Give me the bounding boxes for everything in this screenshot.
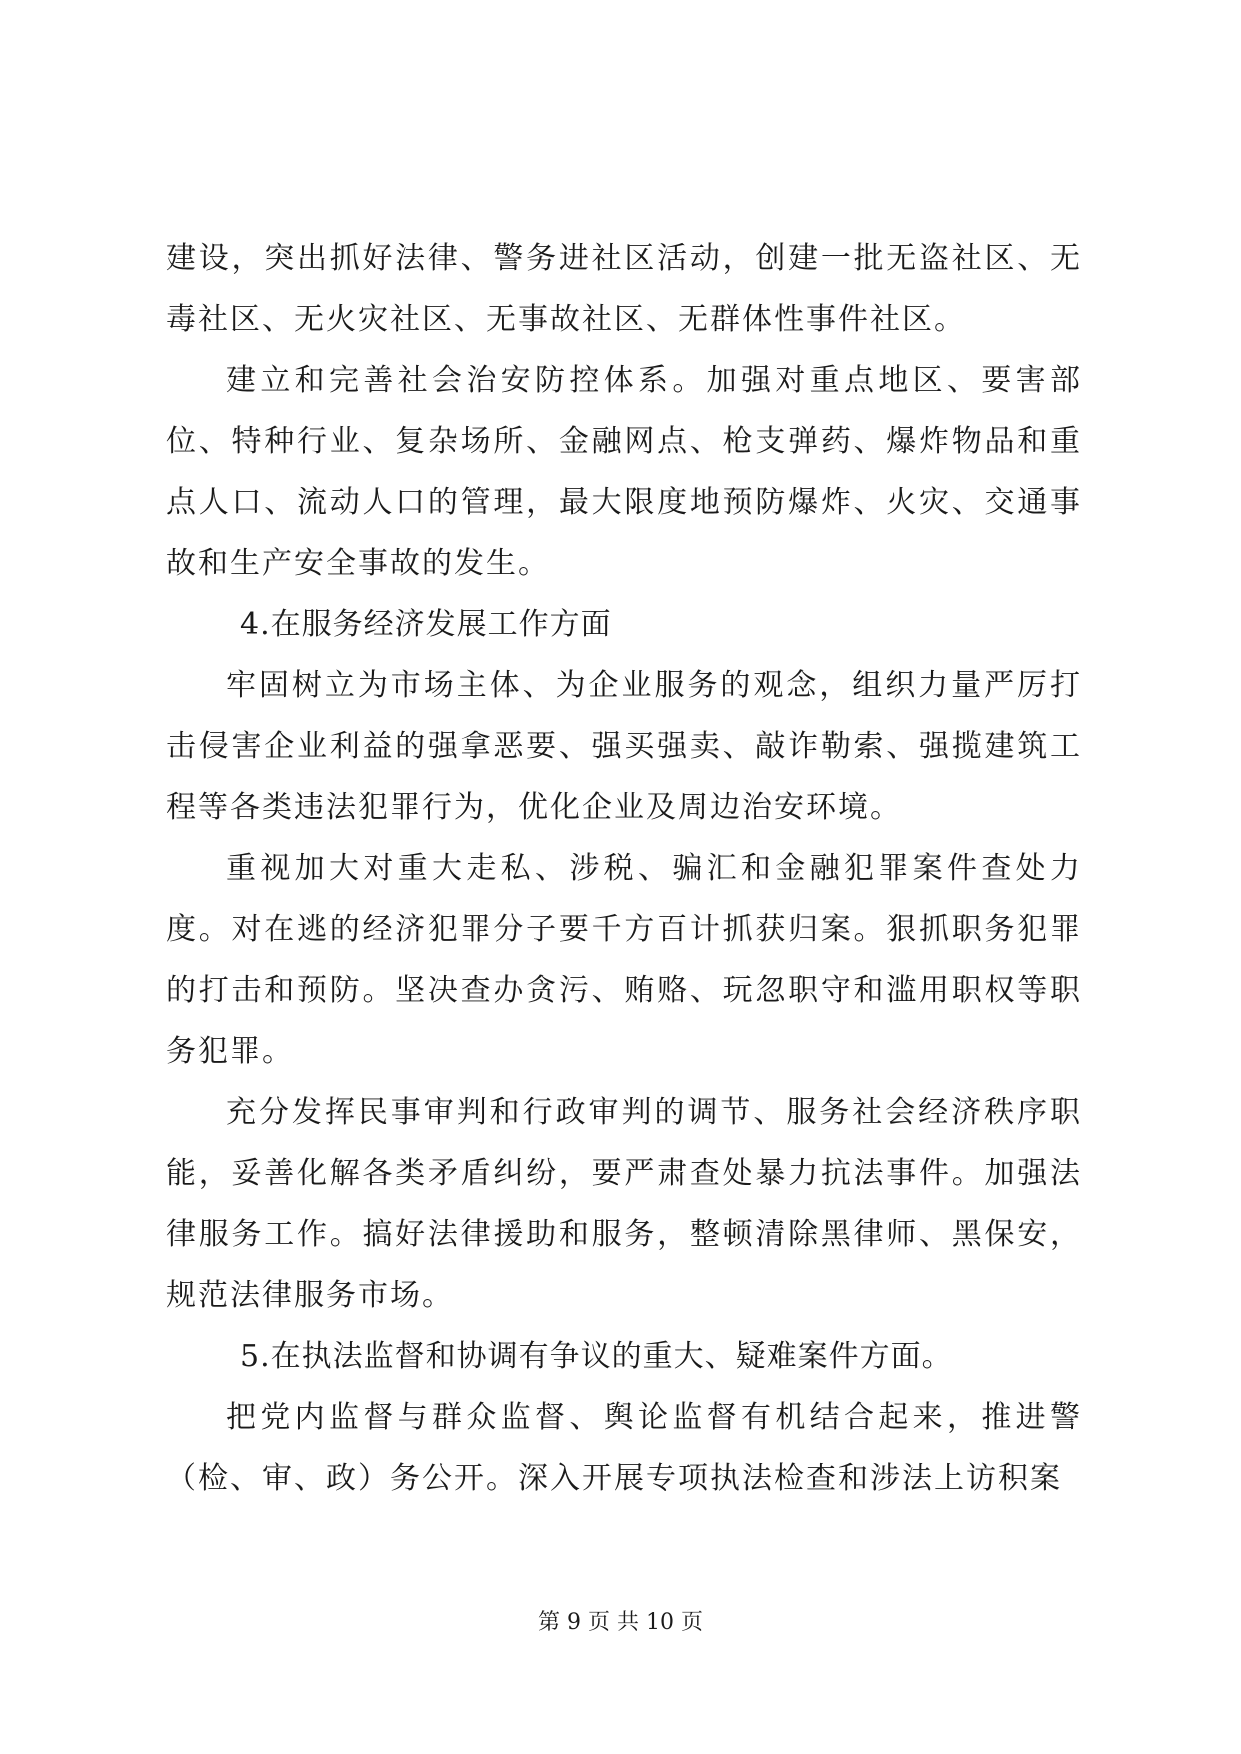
paragraph-legal-services: 充分发挥民事审判和行政审判的调节、服务社会经济秩序职能，妥善化解各类矛盾纠纷，要严肃查处暴力抗法事件。加强法律服务工作。搞好法律援助和服务，整顿清除黑律师、黑保安，规范法律服务市场。 — [166, 1095, 1082, 1313]
document-body — [166, 228, 1082, 1509]
paragraph-security-prevention: 建立和完善社会治安防控体系。加强对重点地区、要害部位、特种行业、复杂场所、金融网点、枪支弹药、爆炸物品和重点人口、流动人口的管理，最大限度地预防爆炸、火灾、交通事故和生产安全事故的发生。 — [166, 363, 1082, 581]
section-heading-4: 4.在服务经济发展工作方面 — [240, 607, 612, 642]
page-number-footer: 第 9 页 共 10 页 — [538, 1610, 703, 1635]
paragraph-economic-crime: 重视加大对重大走私、涉税、骗汇和金融犯罪案件查处力度。对在逃的经济犯罪分子要千方百计抓获归案。狠抓职务犯罪的打击和预防。坚决查办贪污、贿赂、玩忽职守和滥用职权等职务犯罪。 — [166, 851, 1082, 1069]
paragraph-continuation: 建设，突出抓好法律、警务进社区活动，创建一批无盗社区、无毒社区、无火灾社区、无事故社区、无群体性事件社区。 — [166, 241, 1082, 337]
paragraph-supervision: 把党内监督与群众监督、舆论监督有机结合起来，推进警（检、审、政）务公开。深入开展专项执法检查和涉法上访积案 — [166, 1400, 1082, 1496]
paragraph-enterprise-service: 牢固树立为市场主体、为企业服务的观念，组织力量严厉打击侵害企业利益的强拿恶要、强买强卖、敲诈勒索、强揽建筑工程等各类违法犯罪行为，优化企业及周边治安环境。 — [166, 668, 1082, 825]
section-heading-5: 5.在执法监督和协调有争议的重大、疑难案件方面。 — [240, 1339, 953, 1374]
